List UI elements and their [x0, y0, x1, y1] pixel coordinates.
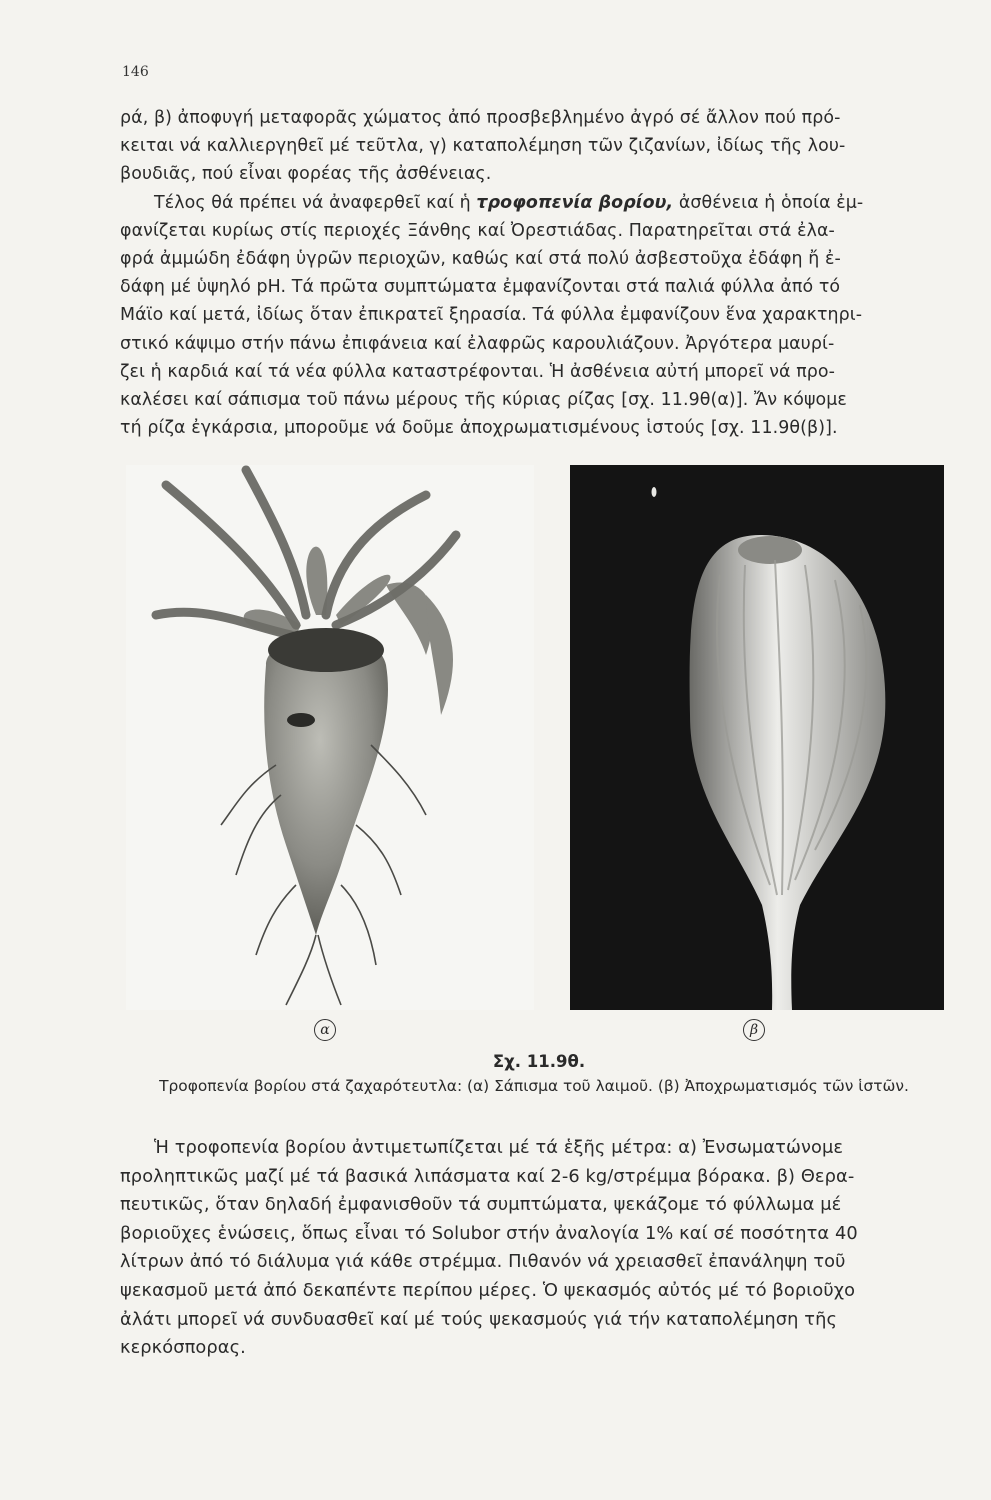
text-run: ἀσθένεια ἡ ὁποία ἐμ- [673, 192, 864, 213]
paragraph-2-first-line [120, 189, 948, 217]
text-line: βοριοῦχες ἑνώσεις, ὅπως εἶναι τό Solubor στήν ἀναλογία 1% καί σέ ποσότητα 40 [120, 1222, 858, 1244]
text-line: ἀλάτι μπορεῖ νά συνδυασθεῖ καί μέ τούς ψεκασμούς γιά τήν καταπολέμηση τῆς [120, 1308, 838, 1330]
text-run: Τέλος θά πρέπει νά ἀναφερθεῖ καί ἡ [154, 192, 477, 213]
text-line: φανίζεται κυρίως στίς περιοχές Ξάνθης καί Ὀρεστιάδας. Παρατηρεῖται στά ἐλα- [120, 220, 835, 241]
figure-number: Σχ. 11.9θ. [492, 1052, 586, 1071]
text-line: τή ρίζα ἐγκάρσια, μποροῦμε νά δοῦμε ἀποχρωματισμένους ἱστούς [σχ. 11.9θ(β)]. [120, 418, 838, 439]
text-line: κερκόσπορας. [120, 1337, 246, 1359]
paragraph-1 [120, 104, 948, 442]
text-line: κειται νά καλλιεργηθεῖ μέ τεῦτλα, γ) καταπολέμηση τῶν ζιζανίων, ἰδίως τῆς λου- [120, 136, 846, 157]
text-line: ρά, β) ἀποφυγή μεταφορᾶς χώματος ἀπό προσβεβλημένο ἀγρό σέ ἄλλον πού πρό- [120, 108, 841, 128]
figure-label-b: β [743, 1019, 765, 1041]
text-line: βουδιᾶς, πού εἶναι φορέας τῆς ἀσθένειας. [120, 164, 492, 185]
text-line: Μάϊο καί μετά, ἰδίως ὅταν ἐπικρατεῖ ξηρασία. Τά φύλλα ἐμφανίζουν ἕνα χαρακτηρι- [120, 305, 863, 326]
figure-label-a: α [314, 1019, 336, 1041]
text-line: καλέσει καί σάπισμα τοῦ πάνω μέρους τῆς κύριας ρίζας [σχ. 11.9θ(α)]. Ἄν κόψομε [120, 390, 847, 411]
text-line: ζει ἡ καρδιά καί τά νέα φύλλα καταστρέφονται. Ἡ ἀσθένεια αὐτή μπορεῖ νά προ- [120, 361, 836, 382]
text-line: στικό κάψιμο στήν πάνω ἐπιφάνεια καί ἐλαφρῶς καρουλιάζουν. Ἀργότερα μαυρί- [120, 333, 835, 354]
key-term: τροφοπενία βορίου, [476, 192, 674, 213]
figure-photo-discolored-tissue [570, 465, 944, 1010]
beet-plant-illustration [126, 465, 534, 1010]
text-line: δάφη μέ ὑψηλό pH. Τά πρῶτα συμπτώματα ἐμφανίζονται στά παλιά φύλλα ἀπό τό [120, 277, 841, 298]
text-line: προληπτικῶς μαζί μέ τά βασικά λιπάσματα καί 2-6 kg/στρέμμα βόρακα. β) Θερα- [120, 1165, 855, 1187]
text-line: ψεκασμοῦ μετά ἀπό δεκαπέντε περίπου μέρες. Ὁ ψεκασμός αὐτός μέ τό βοριοῦχο [120, 1279, 856, 1301]
figure-photo-beet-crown-rot [126, 465, 534, 1010]
page-number: 146 [122, 64, 149, 80]
paragraph-3 [120, 1134, 948, 1363]
text-line: λίτρων ἀπό τό διάλυμα γιά κάθε στρέμμα. Πιθανόν νά χρειασθεῖ ἐπανάληψη τοῦ [120, 1251, 846, 1273]
text-line: φρά ἀμμώδη ἐδάφη ὑγρῶν περιοχῶν, καθώς καί στά πολύ ἀσβεστοῦχα ἐδάφη ἤ ἐ- [120, 249, 841, 270]
text-line: πευτικῶς, ὅταν δηλαδή ἐμφανισθοῦν τά συμπτώματα, ψεκάζομε τό φύλλωμα μέ [120, 1194, 842, 1216]
figure-caption: Τροφοπενία βορίου στά ζαχαρότευτλα: (α) Σάπισμα τοῦ λαιμοῦ. (β) Ἀποχρωματισμός τῶν ἱστῶν. [159, 1077, 909, 1095]
text-line: Ἡ τροφοπενία βορίου ἀντιμετωπίζεται μέ τά ἑξῆς μέτρα: α) Ἐνσωματώνομε [154, 1137, 844, 1158]
root-section-illustration [570, 465, 944, 1010]
